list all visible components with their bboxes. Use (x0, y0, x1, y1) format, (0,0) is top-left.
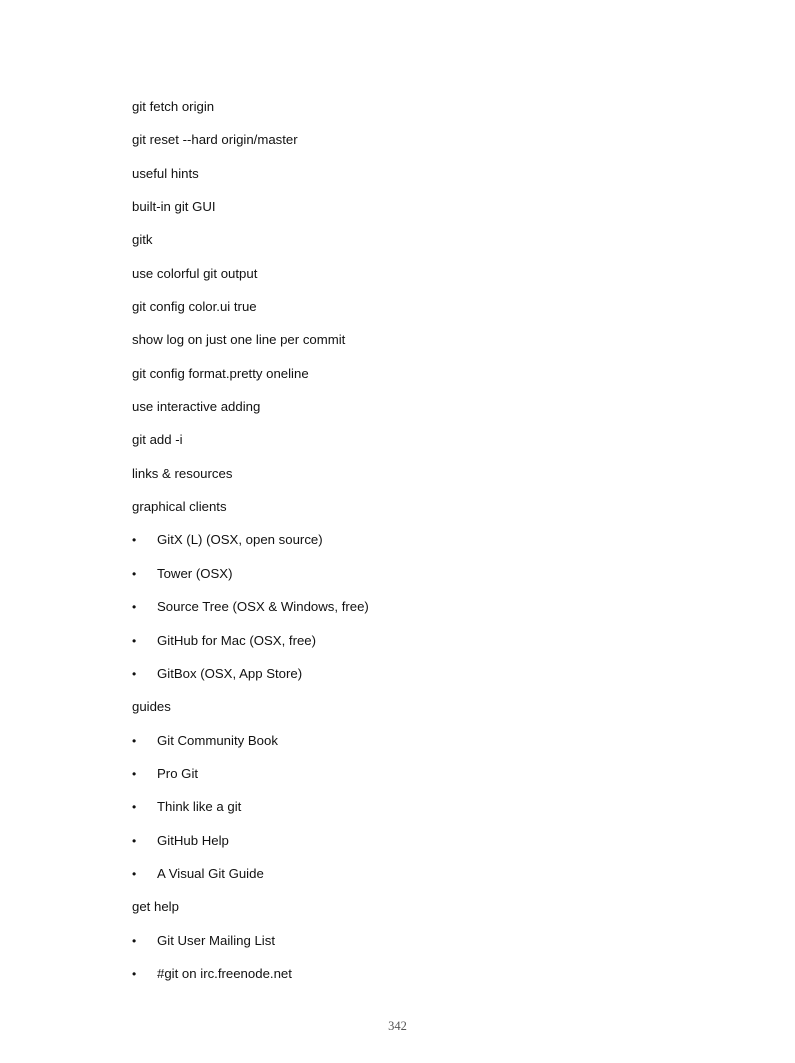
list-item-visual-git-guide (132, 864, 692, 897)
list-item-git-user-mailing-list (132, 931, 692, 964)
text-graphical-clients: graphical clients (132, 499, 227, 515)
bullet-icon: • (132, 566, 137, 581)
bullet-icon: • (132, 533, 137, 548)
text-useful-hints: useful hints (132, 165, 199, 181)
document-content (132, 97, 692, 997)
list-item-label: Git Community Book (157, 732, 278, 748)
list-item-git-community-book (132, 731, 692, 764)
text-git-add-i: git add -i (132, 432, 183, 448)
text-get-help: get help (132, 899, 179, 915)
list-item-github-for-mac (132, 631, 692, 664)
text-use-colorful-output: use colorful git output (132, 265, 258, 281)
list-item-gitx (132, 530, 692, 563)
bullet-icon: • (132, 833, 137, 848)
text-git-config-color: git config color.ui true (132, 299, 257, 315)
text-show-log-one-line: show log on just one line per commit (132, 332, 346, 348)
list-item-label: Tower (OSX) (157, 565, 233, 581)
list-item-label: Think like a git (157, 799, 242, 815)
text-links-resources: links & resources (132, 465, 233, 481)
list-item-irc-freenode (132, 964, 692, 997)
bullet-icon: • (132, 933, 137, 948)
text-git-fetch-origin: git fetch origin (132, 99, 215, 114)
list-item-label: GitX (L) (OSX, open source) (157, 532, 323, 548)
bullet-icon: • (132, 766, 137, 781)
bullet-icon: • (132, 966, 137, 981)
list-item-label: Git User Mailing List (157, 932, 275, 948)
bullet-icon: • (132, 800, 137, 815)
list-item-label: GitBox (OSX, App Store) (157, 665, 303, 681)
bullet-icon: • (132, 866, 137, 881)
list-item-label: GitHub for Mac (OSX, free) (157, 632, 317, 648)
bullet-icon: • (132, 733, 137, 748)
list-item-github-help (132, 831, 692, 864)
list-item-source-tree (132, 597, 692, 630)
text-use-interactive-adding: use interactive adding (132, 399, 261, 415)
list-item-gitbox (132, 664, 692, 697)
bullet-icon: • (132, 666, 137, 681)
text-git-config-format: git config format.pretty oneline (132, 365, 309, 381)
list-item-tower (132, 564, 692, 597)
list-item-label: Source Tree (OSX & Windows, free) (157, 599, 369, 615)
list-item-label: Pro Git (157, 765, 199, 781)
list-item-label: GitHub Help (157, 832, 229, 848)
list-item-label: A Visual Git Guide (157, 865, 264, 881)
text-gitk: gitk (132, 232, 153, 248)
list-item-label: #git on irc.freenode.net (157, 965, 292, 981)
bullet-icon: • (132, 600, 137, 615)
list-item-pro-git (132, 764, 692, 797)
text-guides: guides (132, 699, 171, 715)
page-number: 342 (388, 1019, 407, 1033)
text-builtin-git-gui: built-in git GUI (132, 199, 216, 215)
list-item-think-like-a-git (132, 797, 692, 830)
text-git-reset-hard: git reset --hard origin/master (132, 132, 298, 148)
bullet-icon: • (132, 633, 137, 648)
